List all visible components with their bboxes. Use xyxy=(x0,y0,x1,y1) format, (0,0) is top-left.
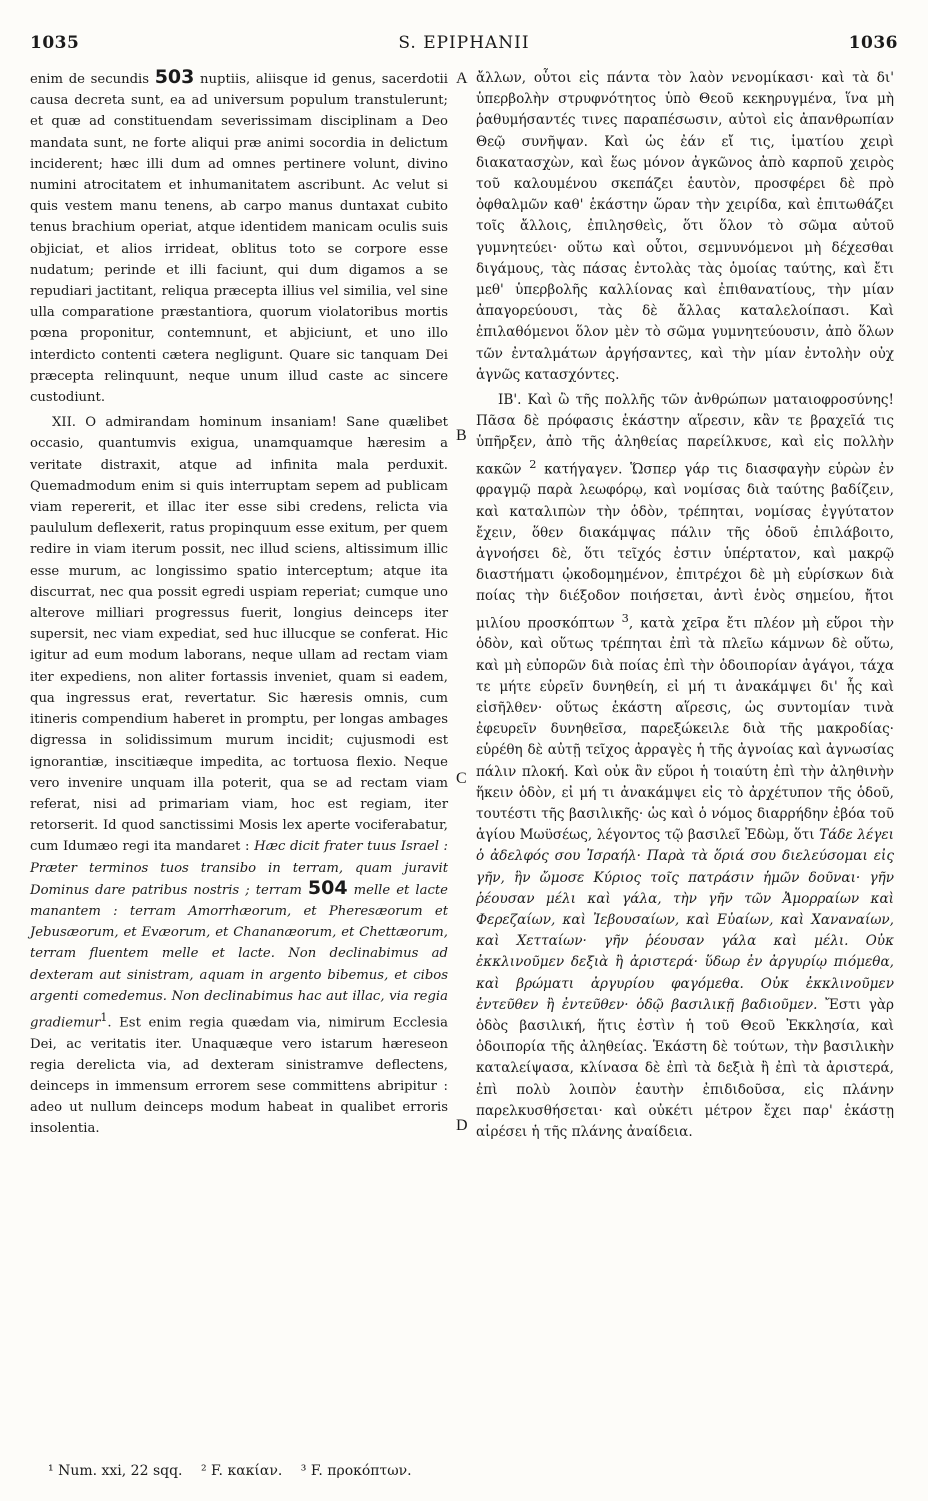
greek-column xyxy=(476,68,894,1147)
footnotes xyxy=(48,1463,898,1479)
margin-marker-a: A xyxy=(456,70,468,87)
margin-marker-b: B xyxy=(456,427,467,444)
footnote-3: ³ F. προκόπτων. xyxy=(300,1463,412,1479)
latin-text: enim de secundis xyxy=(30,72,149,87)
margin-marker-c: C xyxy=(456,770,467,787)
greek-paragraph-1: ἄλλων, οὗτοι εἰς πάντα τὸν λαὸν νενομίκασι· καὶ τὰ δι' ὑπερβολὴν στρυφνότητος ὑπὸ Θεοῦ κεκηρυγμένα, ἵνα μὴ ῥαθυμήσαντές τινες παραπέσωσιν, αὐτοὶ εἰς ἀπανθρωπίαν Θεῷ συνῆψαν. Καὶ ὡς ἐάν εἴ τις, ἱματίου χειρὶ διακατασχὼν, καὶ ἕως μόνον ἀγκῶνος ἀπὸ καρποῦ χειρὸς τοῦ καλουμένου σκεπάζει ἑαυτὸν, προσφέρει δὲ πρὸ ὀφθαλμῶν καθ' ἑκάστην ὥραν τὴν χειρίδα, καὶ ἐπιτωθάζει τοῖς ἄλλοις, ἐπιλησθεὶς, ὅτι ὅλον τὸ σῶμα αὐτοῦ γυμνητεύει· οὕτω καὶ οὗτοι, σεμνυνόμενοι μὴ δέχεσθαι διγάμους, τὰς πάσας ἐντολὰς τὰς ὁμοίας ταύτης, καὶ ἔτι μεθ' ὑπερβολῆς καλλίονας καὶ ἐπιθανατίους, τὴν μίαν ἀπαγορεύουσι, τὰς δὲ ἄλλας καταλελοίπασι. Καὶ ἐπιλαθόμενοι ὅλον μὲν τὸ σῶμα γυμνητεύουσιν, ἀπὸ ὅλων τῶν ἐνταλμάτων ἀργήσαντες, καὶ τὴν μίαν ἐντολὴν οὐχ ἁγνῶς κατασχόντες. xyxy=(476,70,894,383)
page-header xyxy=(30,33,898,59)
latin-quote: melle et lacte manantem : terram Amorrhæorum, et Pheresæorum et Jebusæorum, et Evæorum, et Chananæorum, et Chettæorum, terram fluentem melle et lacte. Non declinabimus ad dexteram aut sinistram, aquam in argento bibemus, et cibos argenti comedemus. Non declinabimus hac aut illac, via regia gradiemur xyxy=(30,882,448,1031)
footnote-2: ² F. κακίαν. xyxy=(200,1463,283,1479)
left-page-number: 1035 xyxy=(30,33,80,53)
footnote-ref-2: 2 xyxy=(529,456,537,471)
page-number-504: 504 xyxy=(307,876,348,899)
greek-paragraph-2 xyxy=(476,390,894,1143)
greek-text: κατήγαγεν. Ὥσπερ γάρ τις διασφαγὴν εὑρὼν ἐν φραγμῷ παρὰ λεωφόρῳ, καὶ νομίσας διὰ ταύτης βαδίζειν, καὶ καταλιπὼν τὴν ὁδὸν, τρέπηται, νομίσας ἐγγύτατον ἔχειν, ὅθεν διακάμψας πάλιν τῆς ὁδοῦ ἐπιλάβοιτο, ἀγνοήσει δὲ, ὅτι τεῖχός ἐστιν ὑπέρτατον, καὶ μακρῷ διαστήματι ᾠκοδομημένον, ἐπιτρέχοι δὲ μὴ εὑρίσκων διὰ ποίας τὴν διέξοδον ποιήσεται, ἀντὶ ἑνὸς σημείου, ἤτοι μιλίου προσκόπτων xyxy=(476,461,894,632)
footnote-1: ¹ Num. xxi, 22 sqq. xyxy=(48,1463,183,1479)
right-page-number: 1036 xyxy=(848,33,898,53)
greek-text: ΙΒ'. Καὶ ὢ τῆς πολλῆς τῶν ἀνθρώπων ματαιοφροσύνης! Πᾶσα δὲ πρόφασις ἑκάστην αἵρεσιν, κἂν τε βραχεῖά τις ὑπῆρξεν, ἀπὸ τῆς ἀληθείας παρείλκυσε, καὶ εἰς πολλὴν κακῶν xyxy=(476,392,894,478)
latin-quote: Hæc dicit frater tuus Israel : Præter terminos tuos transibo in terram, quam juravit Dominus dare patribus nostris ; terram xyxy=(30,839,448,898)
latin-column xyxy=(30,68,448,1144)
footnote-ref-3: 3 xyxy=(621,610,629,625)
page-number-503: 503 xyxy=(154,66,195,88)
margin-marker-d: D xyxy=(456,1117,468,1134)
greek-text: Ἔστι γὰρ ὁδὸς βασιλική, ἥτις ἐστὶν ἡ τοῦ Θεοῦ Ἐκκλησία, καὶ ὁδοιπορία τῆς ἀληθείας. Ἑκάστη δὲ τούτων, τὴν βασιλικὴν καταλείψασα, κλίνασα δὲ ἐπὶ τὰ δεξιὰ ἢ ἐπὶ τὰ ἀριστερά, ἐπὶ πολὺ λοιπὸν ἑαυτὴν ἐπιδιδοῦσα, εἰς πλάνην παρελκυσθήσεται· καὶ οὐκέτι μέτρον ἔχει παρ' ἑκάστῃ αἱρέσει ἡ τῆς πλάνης ἀναίδεια. xyxy=(476,996,894,1141)
latin-text: nuptiis, aliisque id genus, sacerdotii causa decreta sunt, ea ad universum populum transtulerunt; et quæ ad constituendam severissimam disciplinam a Deo mandata sunt, ne forte aliqui præ animi socordia in delictum inciderent; hæc illi dum ad omnes pertinere volunt, divino numini atrocitatem et inhumanitatem ascribunt. Ac velut si quis vestem manu tenens, ab carpo manus duntaxat cubito tenus brachium operiat, atque identidem manicam oculis suis objiciat, et alios irrideat, oblitus toto se corpore esse nudatum; perinde et illi faciunt, qui dum digamos a se repudiari jactitant, reliqua præcepta illius vel similia, vel sine ulla comparatione præstantiora, quorum violatoribus mortis pœna proponitur, contemnunt, et abjiciunt, et uno illo interdicto contenti cætera negligunt. Quare sic tanquam Dei præcepta relinquunt, neque unum illud caste ac sincere custodiunt. xyxy=(30,72,448,406)
latin-text: . Est enim regia quædam via, nimirum Ecclesia Dei, ac veritatis iter. Unaquæque vero istarum hæreseon regia derelicta via, ad dexteram sinistramve deflectens, deinceps in immensum errorem sese committens abripitur : adeo ut nullum deinceps modum habeat in qualibet erroris insolentia. xyxy=(30,1015,448,1137)
latin-text: XII. O admirandam hominum insaniam! Sane quælibet occasio, quantumvis exigua, unamquamque hæresim a veritate distraxit, atque ad infinita mala perduxit. Quemadmodum enim si quis interruptam sepem ad publicam viam repererit, et illac iter esse sibi credens, relicta via paululum deflexerit, ratus propinquum esse exitum, per quem redire in viam iterum possit, nec illud sciens, altissimum illic esse murum, ac longissimo spatio interceptum; atque ita discurrat, nec qua possit egredi uspiam reperiat; cumque uno alterove milliari progressus fuerit, longius deinceps iter supersit, nec viam expediat, sed huc illucque se conferat. Hic igitur ad eum modum laborans, neque ullam ad rectam viam iter expediens, non aliter fortassis inveniet, quam si eadem, qua ingressus erat, revertatur. Sic hæresis omnis, cum itineris compendium haberet in promptu, per longas ambages digressa in solidissimum murum incidit; cujusmodi est ignorantiæ, inscitiæque impedita, ac tortuosa flexio. Neque vero invenire unquam illa poterit, qua se ad rectam viam referat, nisi ad primariam viam, hoc est regiam, iter retorserit. Id quod sanctissimi Mosis lex aperte vociferabatur, cum Idumæo regi ita mandaret : xyxy=(30,415,448,855)
latin-paragraph-1 xyxy=(30,68,448,408)
running-title: S. EPIPHANII xyxy=(398,33,530,53)
footnote-ref-1: 1 xyxy=(100,1010,108,1024)
greek-text: , κατὰ χεῖρα ἔτι πλέον μὴ εὕροι τὴν ὁδὸν, καὶ οὕτως τρέπηται ἐπὶ τὰ πλεῖω κάμνων δὲ οὕτω, καὶ μὴ εὐπορῶν διὰ ποίας ἐπὶ τὴν ὁδοιπορίαν ἀγάγοι, τάχα τε μήτε εὑρεῖν δυνηθείη, εἰ μή τι ἀνακάμψει δι' ἧς καὶ εἰσῆλθεν· οὕτως ἑκάστη αἵρεσις, ὡς συντομίαν τινὰ ἐφευρεῖν δυνηθεῖσα, παρεξώκειλε διὰ τῆς μακροδίας· εὑρέθη δὲ αὐτῇ τεῖχος ἀρραγὲς ἡ τῆς ἀγνοίας καὶ ἀγνωσίας πάλιν πλοκή. Καὶ οὐκ ἂν εὕροι ἡ τοιαύτη ἐπὶ τὴν ἀληθινὴν ἥκειν ὁδὸν, εἰ μή τι ἀνακάμψει εἰς τὸ ἀρχέτυπον τῆς ὁδοῦ, τουτέστι τῆς βασιλικῆς· ὡς καὶ ὁ νόμος διαρρήδην ἐβόα τοῦ ἁγίου Μωϋσέως, λέγοντος τῷ βασιλεῖ Ἐδὼμ, ὅτι xyxy=(476,615,894,844)
greek-quote: Τάδε λέγει ὁ ἀδελφός σου Ἰσραήλ· Παρὰ τὰ ὅριά σου διελεύσομαι εἰς γῆν, ἣν ὤμοσε Κύριος τοῖς πατράσιν ἡμῶν δοῦναι· γῆν ῥέουσαν μέλι καὶ γάλα, τὴν γῆν τῶν Ἀμορραίων καὶ Φερεζαίων, καὶ Ἰεβουσαίων, καὶ Εὐαίων, καὶ Χαναναίων, καὶ Χετταίων· γῆν ῥέουσαν γάλα καὶ μέλι. Οὐκ ἐκκλινοῦμεν δεξιὰ ἢ ἀριστερά· ὕδωρ ἐν ἀργυρίῳ πιόμεθα, καὶ βρώματι ἀργυρίου φαγόμεθα. Οὐκ ἐκκλινοῦμεν ἐντεῦθεν ἢ ἐντεῦθεν· ὁδῷ βασιλικῇ βαδιοῦμεν. xyxy=(476,827,894,1013)
latin-paragraph-2 xyxy=(30,412,448,1139)
